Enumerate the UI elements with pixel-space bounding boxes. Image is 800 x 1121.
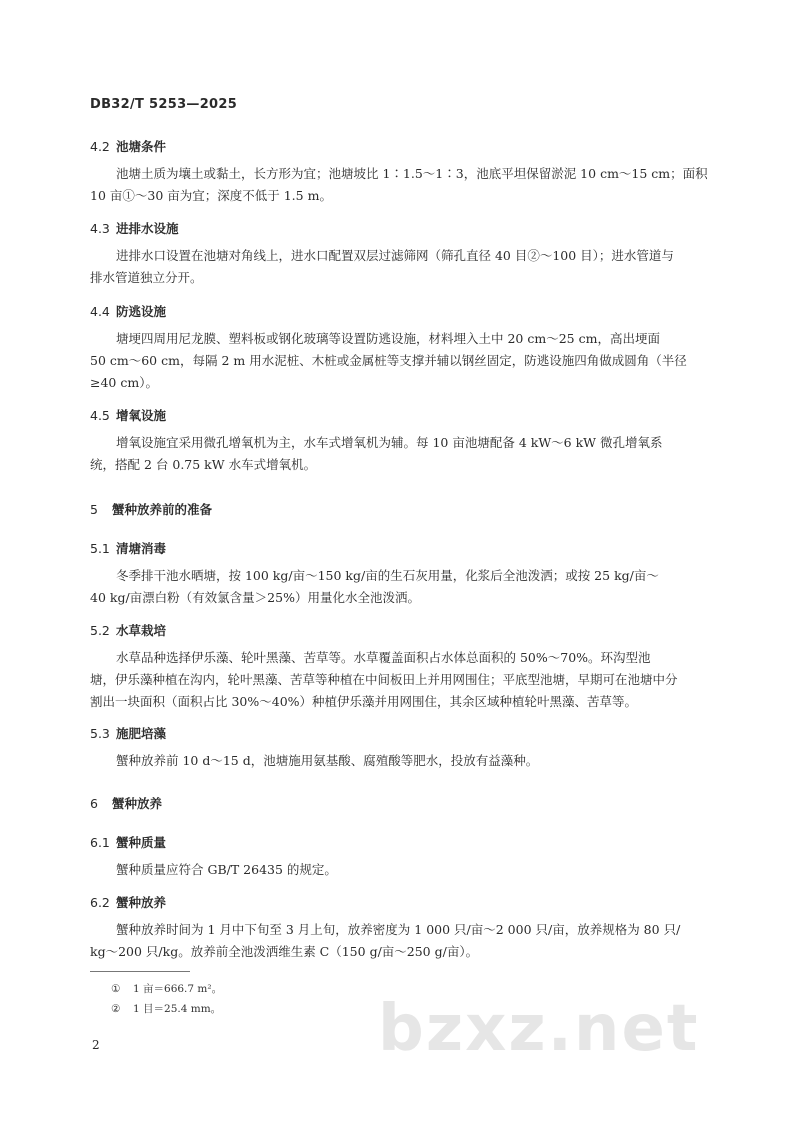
section-heading-4-4: 4.4 防逃设施 (90, 304, 167, 319)
section-body-4-3: 进排水口设置在池塘对角线上，进水口配置双层过滤筛网（筛孔直径 40 目②～100 目）；进水管道与 排水管道独立分开。 (90, 248, 674, 285)
watermark: bzxz.net (378, 992, 700, 1066)
footnote-divider (90, 971, 190, 972)
document-code: DB32/T 5253—2025 (90, 97, 238, 112)
section-body-5-3: 蟹种放养前 10 d～15 d，池塘施用氨基酸、腐殖酸等肥水，投放有益藻种。 (116, 753, 539, 768)
section-body-6-2: 蟹种放养时间为 1 月中下旬至 3 月上旬，放养密度为 1 000 只/亩～2 000 只/亩，放养规格为 80 只/ kg～200 只/kg。放养前全池泼洒维生素 C（150 g/亩～250 g/亩）。 (90, 922, 681, 959)
page-number: 2 (92, 1038, 100, 1052)
section-heading-5-3: 5.3 施肥培藻 (90, 726, 167, 741)
section-heading-5-1: 5.1 清塘消毒 (90, 541, 167, 556)
section-body-6-1: 蟹种质量应符合 GB/T 26435 的规定。 (116, 862, 337, 877)
section-heading-4-2: 4.2 池塘条件 (90, 139, 167, 154)
section-body-4-4: 塘埂四周用尼龙膜、塑料板或钢化玻璃等设置防逃设施，材料埋入土中 20 cm～25 cm，高出埂面 50 cm～60 cm，每隔 2 m 用水泥桩、木桩或金属桩等支撑并辅以钢丝固定，防逃设施四角做成圆角（半径 ≥40 cm）。 (90, 331, 687, 390)
footnote-2: ② 1 目＝25.4 mm。 (111, 1003, 222, 1015)
section-heading-6-2: 6.2 蟹种放养 (90, 895, 167, 910)
section-heading-6-1: 6.1 蟹种质量 (90, 835, 167, 850)
section-body-5-1: 冬季排干池水晒塘，按 100 kg/亩～150 kg/亩的生石灰用量，化浆后全池泼洒；或按 25 kg/亩～ 40 kg/亩漂白粉（有效氯含量＞25%）用量化水全池泼洒。 (90, 568, 659, 605)
chapter-heading-5: 5 蟹种放养前的准备 (90, 502, 213, 517)
chapter-heading-6: 6 蟹种放养 (90, 796, 163, 811)
section-heading-5-2: 5.2 水草栽培 (90, 623, 167, 638)
section-body-4-5: 增氧设施宜采用微孔增氧机为主，水车式增氧机为辅。每 10 亩池塘配备 4 kW～6 kW 微孔增氧系 统，搭配 2 台 0.75 kW 水车式增氧机。 (90, 435, 663, 472)
section-body-4-2: 池塘土质为壤土或黏土，长方形为宜；池塘坡比 1∶1.5～1∶3，池底平坦保留淤泥 10 cm～15 cm；面积 10 亩①～30 亩为宜；深度不低于 1.5 m。 (90, 166, 708, 203)
footnote-1: ① 1 亩＝666.7 m²。 (111, 983, 223, 995)
section-body-5-2: 水草品种选择伊乐藻、轮叶黑藻、苦草等。水草覆盖面积占水体总面积的 50%～70%。环沟型池 塘，伊乐藻种植在沟内，轮叶黑藻、苦草等种植在中间板田上并用网围住；平底型池塘，早期可在池塘中分 割出一块面积（面积占比 30%～40%）种植伊乐藻并用网围住，其余区域种植轮叶黑藻、苦草等。 (90, 650, 678, 709)
section-heading-4-3: 4.3 进排水设施 (90, 221, 179, 236)
section-heading-4-5: 4.5 增氧设施 (90, 408, 167, 423)
